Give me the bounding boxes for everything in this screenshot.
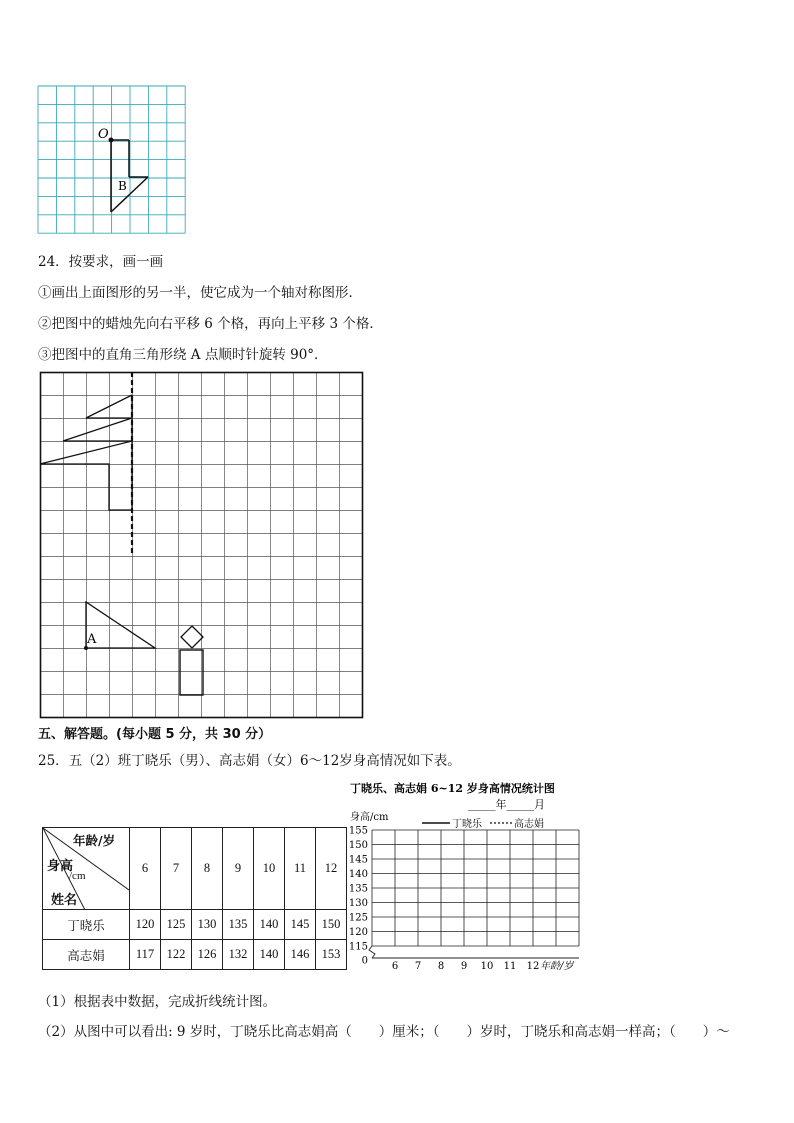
- value-cell: 140: [254, 940, 285, 970]
- value-cell: 120: [130, 910, 161, 940]
- x-tick-label: 8: [437, 961, 445, 972]
- height-chart: [340, 778, 600, 978]
- legend-dashed-label: 高志娟: [514, 819, 544, 830]
- value-cell: 122: [161, 940, 192, 970]
- origin-label: O: [98, 127, 109, 142]
- y-tick-label: 115: [348, 941, 368, 953]
- age-cell: 7: [161, 828, 192, 910]
- age-cell: 11: [285, 828, 316, 910]
- value-cell: 145: [285, 910, 316, 940]
- value-cell: 130: [192, 910, 223, 940]
- x-tick-label: 9: [460, 961, 468, 972]
- chart-title: 丁晓乐、高志娟 6~12 岁身高情况统计图: [350, 782, 555, 795]
- value-cell: 150: [316, 910, 347, 940]
- x-tick-label: 7: [414, 961, 422, 972]
- value-cell: 125: [161, 910, 192, 940]
- y-tick-label: 0: [361, 955, 368, 967]
- chart-grid-lines: [369, 830, 579, 958]
- y-tick-label: 155: [348, 825, 368, 837]
- chart-ylabel: 身高/cm: [350, 812, 389, 823]
- table-row: [43, 910, 347, 940]
- q25-sub2: （2）从图中可以看出: 9 岁时，丁晓乐比高志娟高（ ）厘米；（ ）岁时，丁晓乐和高志娟一样高；（ ）～: [38, 1024, 730, 1040]
- chart-y-ticks: [349, 826, 368, 967]
- y-tick-label: 140: [348, 869, 368, 880]
- age-cell: 6: [130, 828, 161, 910]
- candle-body: [180, 650, 203, 695]
- origin-point: [109, 138, 114, 143]
- y-tick-label: 130: [348, 898, 368, 909]
- table-row: [43, 940, 347, 970]
- half-tree-shape: [40, 395, 132, 510]
- point-a-label: A: [87, 632, 97, 647]
- x-tick-label: 12: [526, 961, 540, 972]
- q25-sub1: （1）根据表中数据，完成折线统计图。: [38, 994, 277, 1010]
- age-cell: 10: [254, 828, 285, 910]
- chart-xlabel: 年龄/岁: [540, 961, 574, 972]
- header-height: 身高: [47, 859, 74, 874]
- height-table: [42, 827, 347, 970]
- value-cell: 132: [223, 940, 254, 970]
- chart-x-ticks: [392, 961, 540, 972]
- top-grid-figure: [37, 85, 187, 235]
- chart-date-line: _____年_____月: [468, 798, 545, 811]
- value-cell: 117: [130, 940, 161, 970]
- header-name: 姓名: [51, 893, 78, 908]
- main-grid-figure: [38, 370, 366, 720]
- x-tick-label: 11: [503, 961, 517, 972]
- y-tick-label: 120: [348, 927, 368, 938]
- candle-flame: [181, 626, 203, 648]
- row-name: 高志娟: [43, 940, 130, 970]
- legend-solid-label: 丁晓乐: [452, 819, 482, 830]
- y-tick-label: 125: [348, 912, 368, 924]
- value-cell: 146: [285, 940, 316, 970]
- main-grid-lines: [41, 373, 363, 718]
- y-tick-label: 150: [348, 840, 368, 851]
- y-tick-label: 145: [348, 854, 368, 866]
- q24-item-3: ③把图中的直角三角形绕 A 点顺时针旋转 90°．: [38, 347, 328, 363]
- age-cell: 9: [223, 828, 254, 910]
- header-unit: /cm: [69, 870, 86, 882]
- y-tick-label: 135: [348, 883, 368, 895]
- q24-title: 24．按要求，画一画: [38, 254, 164, 270]
- x-tick-label: 6: [391, 961, 399, 972]
- age-cell: 8: [192, 828, 223, 910]
- q24-item-2: ②把图中的蜡烛先向右平移 6 个格，再向上平移 3 个格．: [38, 316, 383, 332]
- section5-title: 五、解答题。(每小题 5 分，共 30 分）: [38, 727, 272, 742]
- table-diagonal-header: [43, 828, 130, 910]
- value-cell: 153: [316, 940, 347, 970]
- value-cell: 140: [254, 910, 285, 940]
- header-age: 年龄/岁: [73, 833, 116, 848]
- value-cell: 126: [192, 940, 223, 970]
- q25-intro: 25．五（2）班丁晓乐（男）、高志娟（女）6～12岁身高情况如下表。: [38, 753, 461, 769]
- age-cell: 12: [316, 828, 347, 910]
- q24-item-1: ①画出上面图形的另一半，使它成为一个轴对称图形．: [38, 285, 362, 301]
- x-tick-label: 10: [480, 961, 494, 972]
- shape-label: B: [118, 179, 127, 193]
- value-cell: 135: [223, 910, 254, 940]
- row-name: 丁晓乐: [43, 910, 130, 940]
